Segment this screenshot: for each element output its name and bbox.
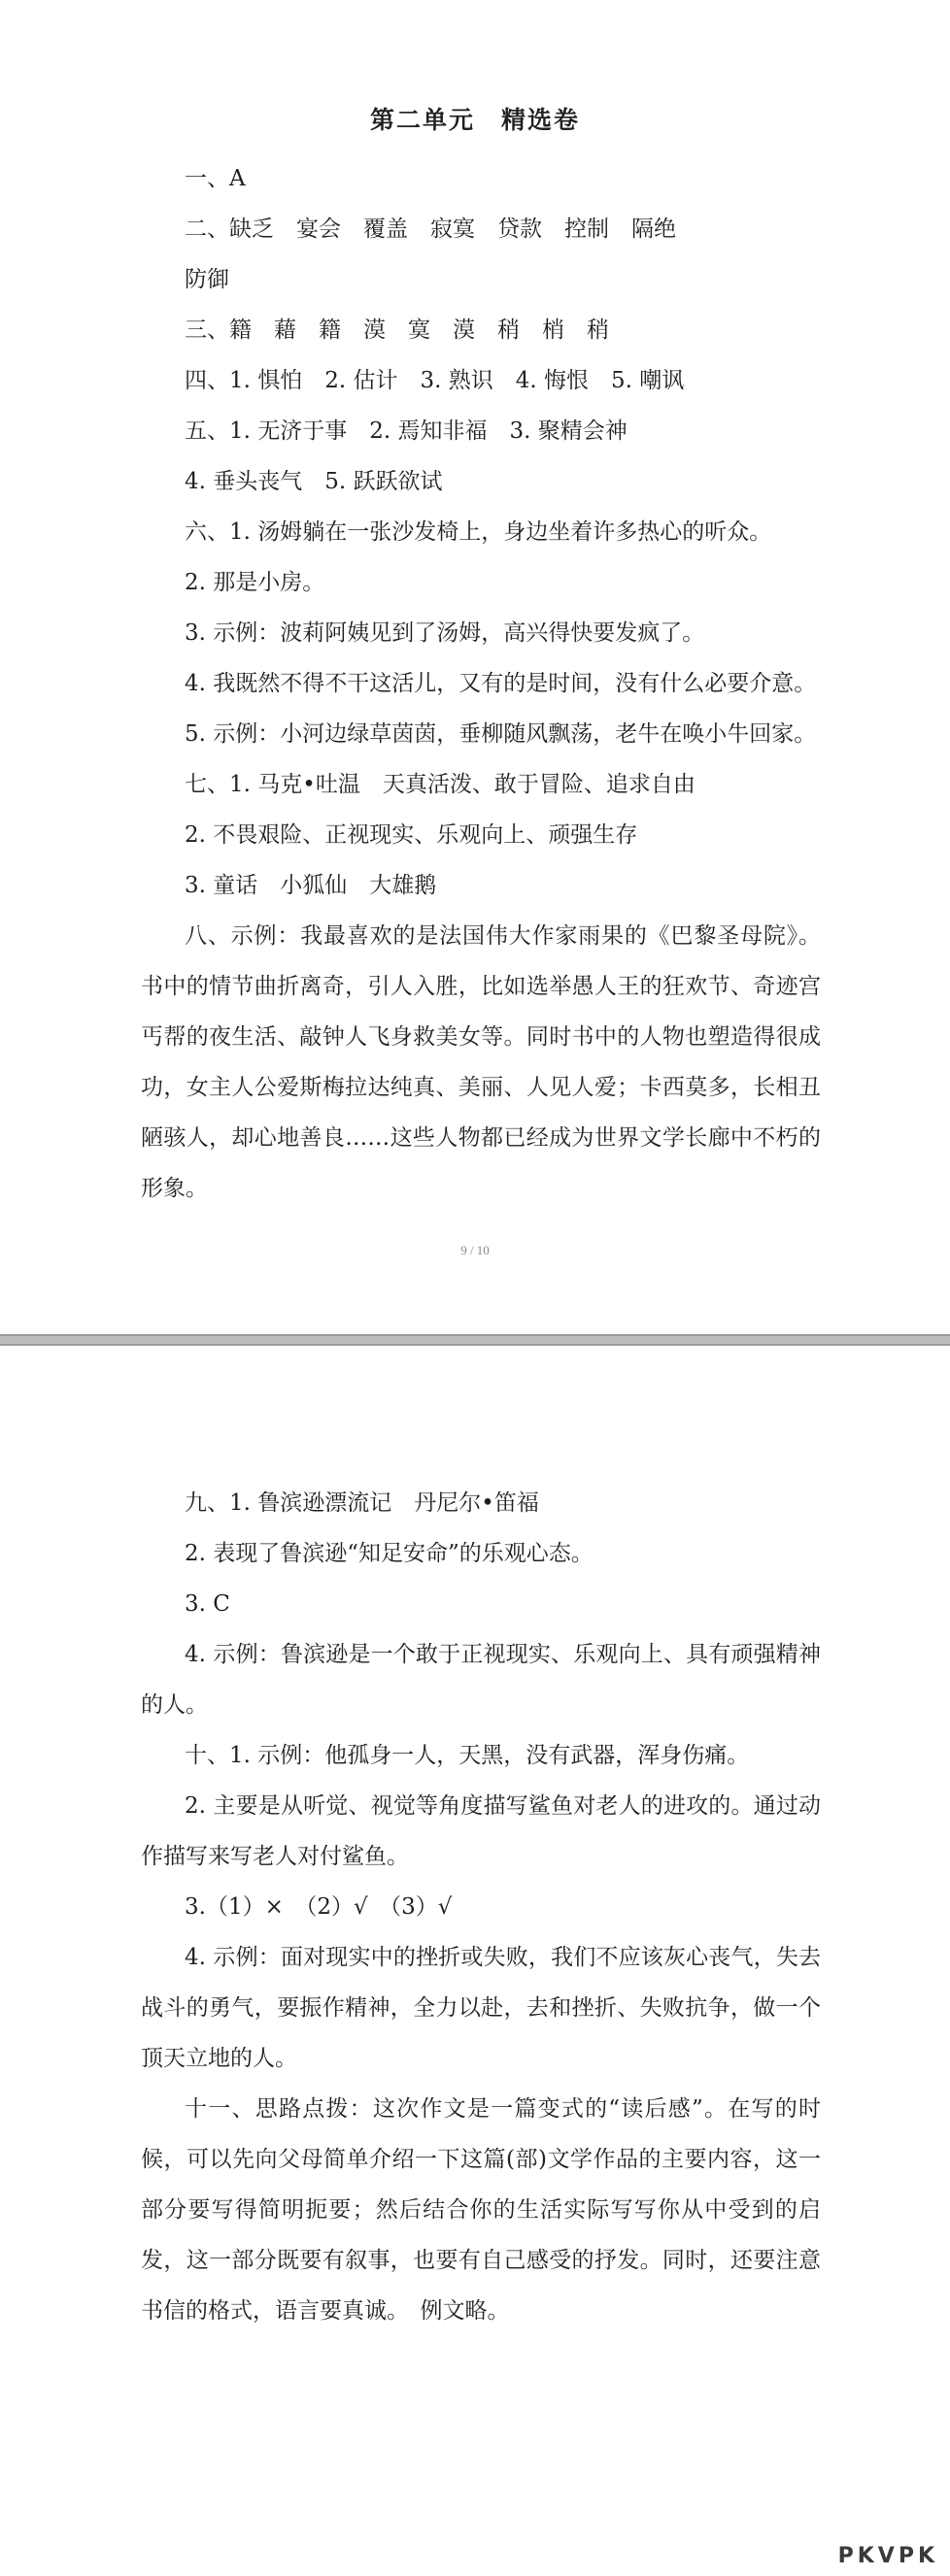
answer-line: 五、1. 无济于事 2. 焉知非福 3. 聚精会神 (185, 418, 628, 444)
answer-paragraph-8: 八、示例：我最喜欢的是法国伟大作家雨果的《巴黎圣母院》。书中的情节曲折离奇，引人入胜，比如选举愚人王的狂欢节、奇迹宫丐帮的夜生活、敲钟人飞身救美女等。同时书中的人物也塑造得很成功，女主人公爱斯梅拉达纯真、美丽、人见人爱；卡西莫多，长相丑陋骇人，却心地善良……这些人物都已经成为世界文学长廊中不朽的形象。 (141, 923, 821, 1201)
answer-line: 七、1. 马克•吐温 天真活泼、敢于冒险、追求自由 (185, 772, 696, 797)
answer-line: 防御 (185, 267, 229, 292)
answer-line: 4. 垂头丧气 5. 跃跃欲试 (185, 469, 443, 494)
watermark-logo: PKVPK (837, 2544, 938, 2568)
answer-paragraph-10-4: 4. 示例：面对现实中的挫折或失败，我们不应该灰心丧气，失去战斗的勇气，要振作精神，全力以赴，去和挫折、失败抗争，做一个顶天立地的人。 (141, 1945, 821, 2071)
answer-line: 2. 那是小房。 (185, 570, 325, 595)
answer-line: 4. 我既然不得不干这活儿，又有的是时间，没有什么必要介意。 (185, 671, 817, 696)
answer-line: 二、缺乏 宴会 覆盖 寂寞 贷款 控制 隔绝 (185, 217, 676, 242)
answer-list-page-1 (141, 153, 821, 1214)
answer-line: 3.（1）× （2）√ （3）√ (185, 1894, 453, 1920)
answer-line: 3. 童话 小狐仙 大雄鹅 (185, 873, 437, 898)
document-title: 第二单元 精选卷 (369, 106, 580, 134)
answer-line: 六、1. 汤姆躺在一张沙发椅上，身边坐着许多热心的听众。 (185, 519, 772, 545)
answer-line: 四、1. 惧怕 2. 估计 3. 熟识 4. 悔恨 5. 嘲讽 (185, 368, 685, 393)
answer-line: 2. 表现了鲁滨逊“知足安命”的乐观心态。 (185, 1541, 594, 1566)
answer-line: 九、1. 鲁滨逊漂流记 丹尼尔•笛福 (185, 1490, 539, 1516)
answer-paragraph-11: 十一、思路点拨：这次作文是一篇变式的“读后感”。在写的时候，可以先向父母简单介绍一下这篇(部)文学作品的主要内容，这一部分要写得简明扼要；然后结合你的生活实际写写你从中受到的启发，这一部分既要有叙事，也要有自己感受的抒发。同时，还要注意书信的格式，语言要真诚。 例文略。 (141, 2096, 821, 2324)
answer-line: 三、籍 藉 籍 漠 寞 漠 稍 梢 稍 (185, 318, 609, 343)
answer-paragraph-10-2: 2. 主要是从听觉、视觉等角度描写鲨鱼对老人的进攻的。通过动作描写来写老人对付鲨鱼。 (141, 1793, 821, 1869)
answer-line: 5. 示例：小河边绿草茵茵，垂柳随风飘荡，老牛在唤小牛回家。 (185, 721, 817, 747)
page-separator (0, 1321, 950, 1359)
answer-paragraph-9-4: 4. 示例：鲁滨逊是一个敢于正视现实、乐观向上、具有顽强精神的人。 (141, 1642, 821, 1718)
answer-line: 十、1. 示例：他孤身一人，天黑，没有武器，浑身伤痛。 (185, 1743, 750, 1768)
page-number: 9 / 10 (460, 1243, 490, 1257)
answer-line: 2. 不畏艰险、正视现实、乐观向上、顽强生存 (185, 822, 638, 848)
answer-line: 3. C (185, 1591, 230, 1617)
answer-line: 3. 示例：波莉阿姨见到了汤姆，高兴得快要发疯了。 (185, 620, 705, 646)
answer-list-page-2 (141, 1478, 821, 2336)
document-page-2 (0, 1359, 950, 2576)
answer-line: 一、A (185, 166, 246, 191)
